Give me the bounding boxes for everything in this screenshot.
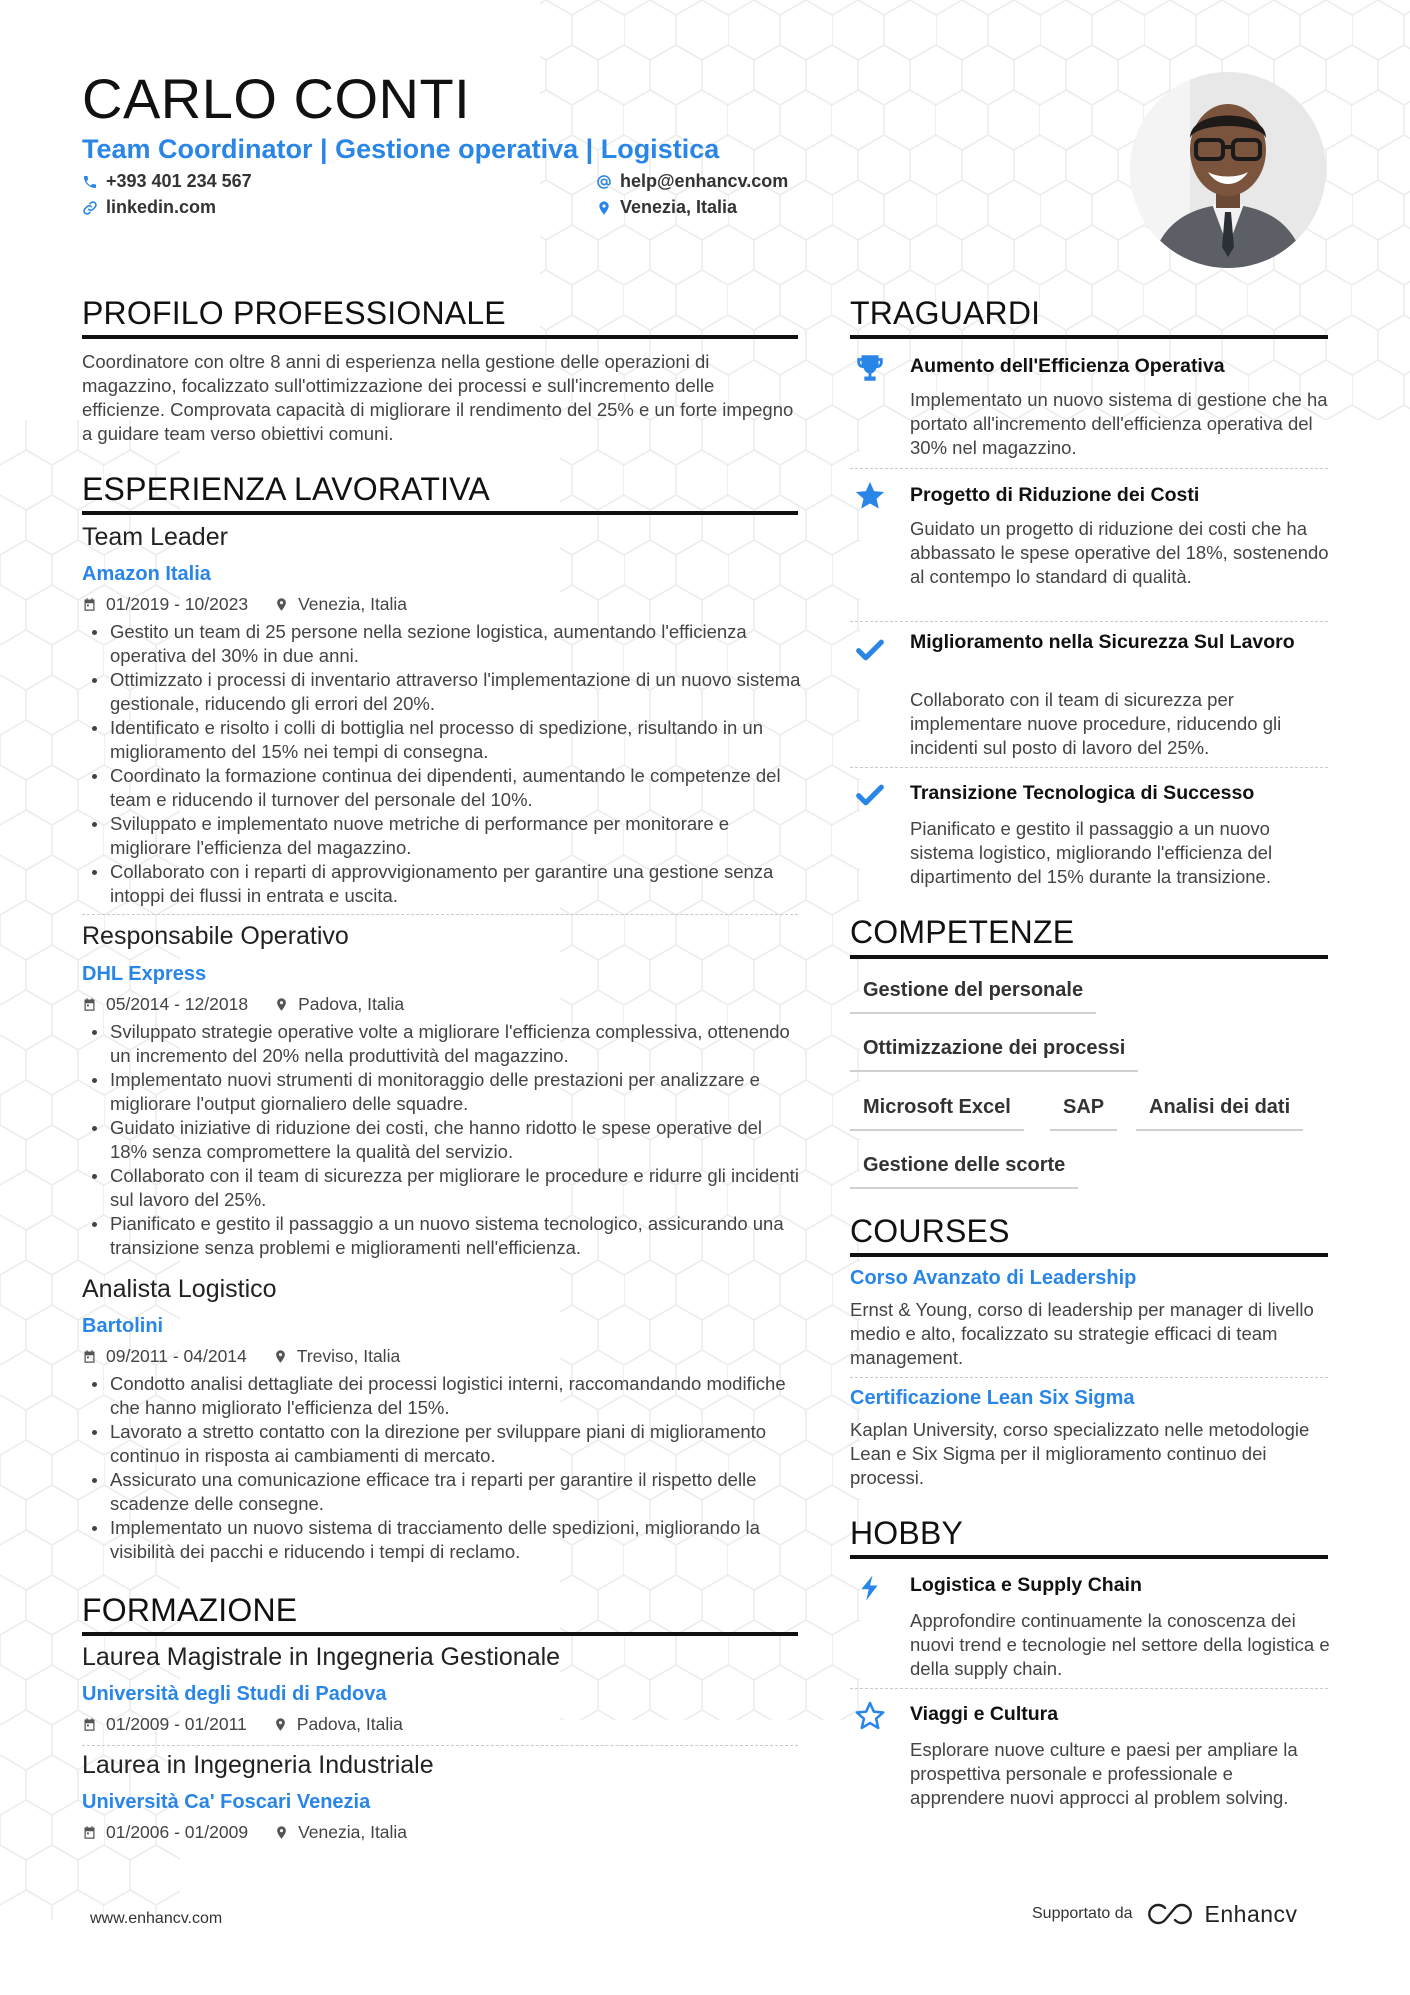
skills-heading: COMPETENZE — [850, 914, 1075, 950]
linkedin-contact[interactable] — [82, 197, 216, 218]
skill-tag: Ottimizzazione dei processi — [850, 1037, 1138, 1072]
hobby-title: Logistica e Supply Chain — [910, 1574, 1142, 1596]
list-item: Identificato e risolto i colli di bottiglia nel processo di spedizione, risultando in un miglioramento del 15% nei tempi di consegna. — [82, 716, 802, 764]
experience-heading: ESPERIENZA LAVORATIVA — [82, 471, 490, 507]
achievement-title: Progetto di Riduzione dei Costi — [910, 484, 1200, 506]
profile-heading: PROFILO PROFESSIONALE — [82, 295, 506, 331]
calendar-icon — [82, 1717, 97, 1732]
divider — [850, 1377, 1328, 1378]
degree-title: Laurea Magistrale in Ingegneria Gestionale — [82, 1643, 561, 1671]
check-icon — [850, 630, 890, 670]
education-heading: FORMAZIONE — [82, 1592, 298, 1628]
job-title: Team Leader — [82, 523, 228, 551]
list-item: Ottimizzato i processi di inventario attraverso l'implementazione di un nuovo sistema gestionale, riducendo gli errori del 20%. — [82, 668, 802, 716]
list-item: Assicurato una comunicazione efficace tra i reparti per garantire il rispetto delle scadenze delle consegne. — [82, 1468, 802, 1516]
degree-title: Laurea in Ingegneria Industriale — [82, 1751, 434, 1779]
location-contact — [596, 197, 737, 218]
job-bullets — [82, 1372, 802, 1564]
school-name: Università degli Studi di Padova — [82, 1683, 387, 1705]
enhancv-logo-icon — [1145, 1900, 1193, 1928]
skill-tag: Analisi dei dati — [1136, 1096, 1303, 1131]
footer-branding[interactable] — [1032, 1900, 1298, 1928]
education-meta — [82, 1822, 407, 1843]
school-name: Università Ca' Foscari Venezia — [82, 1791, 371, 1813]
hobbies-heading: HOBBY — [850, 1515, 964, 1551]
hobby-title: Viaggi e Cultura — [910, 1703, 1059, 1725]
education-meta — [82, 1714, 403, 1735]
achievements-heading: TRAGUARDI — [850, 295, 1041, 331]
list-item: Sviluppato strategie operative volte a migliorare l'efficienza complessiva, ottenendo un incremento del 20% nella produttività del magazzino. — [82, 1020, 802, 1068]
list-item: Guidato iniziative di riduzione dei costi, che hanno ridotto le spese operative del 18% senza compromettere la qualità del servizio. — [82, 1116, 802, 1164]
education-rule — [82, 1632, 798, 1636]
course-desc: Ernst & Young, corso di leadership per manager di livello medio e alto, focalizzato su strategie efficaci di team management. — [850, 1299, 1314, 1368]
divider — [82, 914, 798, 915]
courses-rule — [850, 1253, 1328, 1257]
brand-name: Enhancv — [1204, 1900, 1298, 1927]
achievement-desc: Pianificato e gestito il passaggio a un nuovo sistema logistico, migliorando l'efficienza del dipartimento del 15% durante la transizione. — [910, 818, 1273, 887]
list-item: Lavorato a stretto contatto con la direzione per sviluppare piani di miglioramento continuo in risposta ai cambiamenti di mercato. — [82, 1420, 802, 1468]
location-pin-icon — [274, 1825, 289, 1840]
job-location: Treviso, Italia — [296, 1346, 401, 1366]
company-name: DHL Express — [82, 963, 207, 985]
location-pin-icon — [273, 1717, 288, 1732]
location-pin-icon — [273, 1349, 288, 1364]
profile-rule — [82, 335, 798, 339]
list-item: Collaborato con i reparti di approvvigionamento per garantire una gestione senza intoppi dei flussi in entrata e uscita. — [82, 860, 802, 908]
job-bullets — [82, 620, 802, 908]
email-contact[interactable] — [596, 171, 788, 192]
divider — [850, 767, 1328, 768]
job-headline: Team Coordinator | Gestione operativa | Logistica — [82, 134, 720, 164]
location-pin-icon — [596, 200, 612, 216]
skill-tag: Gestione del personale — [850, 979, 1096, 1014]
courses-heading: COURSES — [850, 1213, 1010, 1249]
divider — [850, 621, 1328, 622]
list-item: Sviluppato e implementato nuove metriche di performance per monitorare e migliorare l'efficienza del magazzino. — [82, 812, 802, 860]
list-item: Coordinato la formazione continua dei dipendenti, aumentando le competenze del team e riducendo il turnover del personale del 10%. — [82, 764, 802, 812]
profile-text: Coordinatore con oltre 8 anni di esperienza nella gestione delle operazioni di magazzino, focalizzato sull'ottimizzazione dei processi e sull'incremento delle efficienze. Comprovata capacità di migliorare il rendimento del 25% e un forte impegno a guidare team verso obiettivi comuni. — [82, 351, 794, 444]
job-title: Analista Logistico — [82, 1275, 277, 1303]
star-icon — [850, 476, 890, 516]
course-title: Corso Avanzato di Leadership — [850, 1267, 1137, 1289]
location-pin-icon — [274, 597, 289, 612]
star-outline-icon — [850, 1696, 890, 1736]
achievements-rule — [850, 335, 1328, 339]
footer-website[interactable]: www.enhancv.com — [90, 1910, 223, 1927]
job-location: Padova, Italia — [298, 994, 405, 1014]
phone-contact[interactable] — [82, 171, 252, 192]
divider — [850, 1688, 1328, 1689]
job-dates: 09/2011 - 04/2014 — [106, 1346, 247, 1366]
achievement-desc: Implementato un nuovo sistema di gestione che ha portato all'incremento dell'efficienza operativa del 30% nel magazzino. — [910, 389, 1328, 458]
phone-icon — [82, 174, 98, 190]
phone-text: +393 401 234 567 — [106, 171, 252, 191]
achievement-title: Transizione Tecnologica di Successo — [910, 782, 1255, 804]
job-dates: 01/2019 - 10/2023 — [106, 594, 249, 614]
calendar-icon — [82, 597, 97, 612]
calendar-icon — [82, 1825, 97, 1840]
experience-rule — [82, 511, 798, 515]
powered-by-text: Supportato da — [1032, 1905, 1133, 1922]
education-location: Venezia, Italia — [298, 1822, 408, 1842]
achievement-desc: Guidato un progetto di riduzione dei costi che ha abbassato le spese operative del 18%, sostenendo al contempo lo standard di qualità. — [910, 518, 1329, 587]
divider — [82, 1745, 798, 1746]
list-item: Condotto analisi dettagliate dei processi logistici interni, raccomandando modifiche che hanno migliorato l'efficienza del 15%. — [82, 1372, 802, 1420]
profile-photo — [1130, 72, 1326, 268]
at-icon — [596, 174, 612, 190]
education-dates: 01/2006 - 01/2009 — [106, 1822, 249, 1842]
achievement-title: Miglioramento nella Sicurezza Sul Lavoro — [910, 631, 1295, 653]
hobby-desc: Esplorare nuove culture e paesi per ampliare la prospettiva personale e professionale e apprendere nuovi approcci al problem solving. — [910, 1739, 1298, 1808]
list-item: Collaborato con il team di sicurezza per migliorare le procedure e ridurre gli incidenti sul lavoro del 25%. — [82, 1164, 802, 1212]
job-location: Venezia, Italia — [298, 594, 408, 614]
lightning-icon — [850, 1568, 890, 1608]
check-icon — [850, 775, 890, 815]
skill-tag: Gestione delle scorte — [850, 1154, 1078, 1189]
achievement-desc: Collaborato con il team di sicurezza per implementare nuove procedure, riducendo gli incidenti sul posto di lavoro del 25%. — [910, 689, 1282, 758]
skill-tag: Microsoft Excel — [850, 1096, 1024, 1131]
course-desc: Kaplan University, corso specializzato nelle metodologie Lean e Six Sigma per il miglioramento continuo dei processi. — [850, 1419, 1310, 1488]
job-bullets — [82, 1020, 802, 1260]
list-item: Implementato un nuovo sistema di tracciamento delle spedizioni, migliorando la visibilità dei pacchi e riducendo i tempi di reclamo. — [82, 1516, 802, 1564]
company-name: Amazon Italia — [82, 563, 211, 585]
list-item: Implementato nuovi strumenti di monitoraggio delle prestazioni per analizzare e migliorare l'output giornaliero delle squadre. — [82, 1068, 802, 1116]
job-meta — [82, 1346, 400, 1367]
job-meta — [82, 594, 407, 615]
hobbies-rule — [850, 1555, 1328, 1559]
education-location: Padova, Italia — [296, 1714, 403, 1734]
job-dates: 05/2014 - 12/2018 — [106, 994, 249, 1014]
calendar-icon — [82, 997, 97, 1012]
skills-rule — [850, 955, 1328, 959]
email-text: help@enhancv.com — [620, 171, 789, 191]
list-item: Gestito un team di 25 persone nella sezione logistica, aumentando l'efficienza operativa del 30% in due anni. — [82, 620, 802, 668]
job-title: Responsabile Operativo — [82, 922, 349, 950]
divider — [850, 468, 1328, 469]
link-icon — [82, 200, 98, 216]
education-dates: 01/2009 - 01/2011 — [106, 1714, 247, 1734]
list-item: Pianificato e gestito il passaggio a un nuovo sistema tecnologico, assicurando una transizione senza problemi e miglioramenti nell'efficienza. — [82, 1212, 802, 1260]
hobby-desc: Approfondire continuamente la conoscenza dei nuovi trend e tecnologie nel settore della logistica e della supply chain. — [910, 1610, 1330, 1679]
achievement-title: Aumento dell'Efficienza Operativa — [910, 355, 1225, 377]
linkedin-text: linkedin.com — [106, 197, 217, 217]
trophy-icon — [850, 348, 890, 388]
location-pin-icon — [274, 997, 289, 1012]
course-title: Certificazione Lean Six Sigma — [850, 1387, 1135, 1409]
calendar-icon — [82, 1349, 97, 1364]
company-name: Bartolini — [82, 1315, 164, 1337]
job-meta — [82, 994, 404, 1015]
candidate-name: CARLO CONTI — [82, 67, 471, 130]
skill-tag: SAP — [1050, 1096, 1117, 1131]
location-text: Venezia, Italia — [620, 197, 738, 217]
